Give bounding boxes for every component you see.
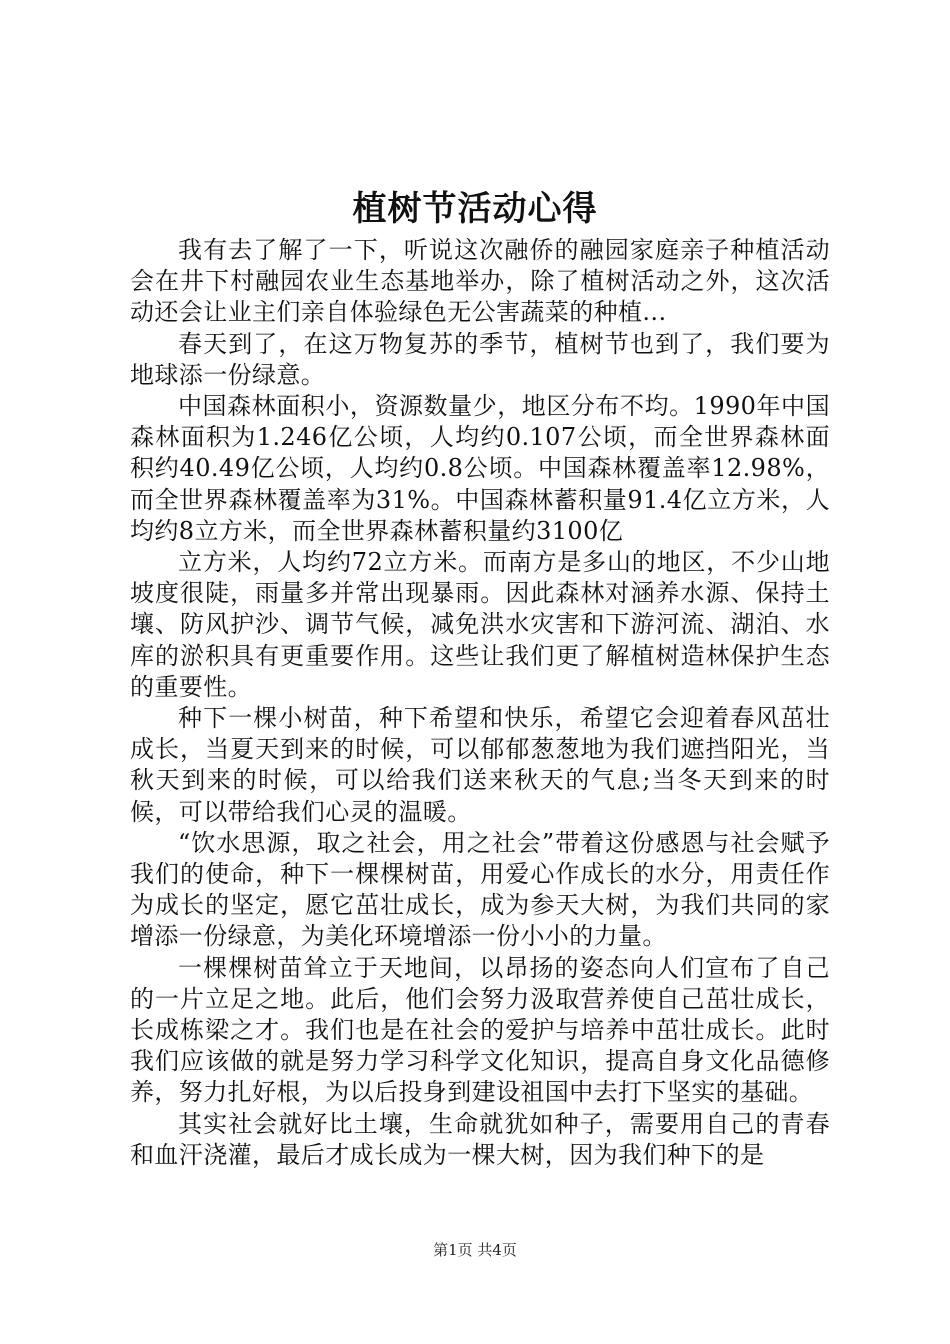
paragraph-8: 其实社会就好比土壤，生命就犹如种子，需要用自己的青春和血汗浇灌，最后才成长成为一棵大树，因为我们种下的是 [130, 1109, 830, 1169]
paragraph-7: 一棵棵树苗耸立于天地间，以昂扬的姿态向人们宣布了自己的一片立足之地。此后，他们会努力汲取营养使自己茁壮成长，长成栋梁之才。我们也是在社会的爱护与培养中茁壮成长。此时我们应该做的就是努力学习科学文化知识，提高自身文化品德修养，努力扎好根，为以后投身到建设祖国中去打下坚实的基础。 [130, 953, 830, 1107]
document-body [130, 235, 830, 1171]
paragraph-5: 种下一棵小树苗，种下希望和快乐，希望它会迎着春风茁壮成长，当夏天到来的时候，可以郁郁葱葱地为我们遮挡阳光，当秋天到来的时候，可以给我们送来秋天的气息;当冬天到来的时候，可以带给我们心灵的温暖。 [130, 704, 830, 826]
paragraph-1: 我有去了解了一下，听说这次融侨的融园家庭亲子种植活动会在井下村融园农业生态基地举办，除了植树活动之外，这次活动还会让业主们亲自体验绿色无公害蔬菜的种植... [130, 236, 830, 327]
paragraph-2: 春天到了，在这万物复苏的季节，植树节也到了，我们要为地球添一份绿意。 [130, 329, 830, 389]
document-title: 植树节活动心得 [352, 189, 598, 229]
paragraph-6: “饮水思源，取之社会，用之社会”带着这份感恩与社会赋予我们的使命，种下一棵棵树苗，用爱心作成长的水分，用责任作为成长的坚定，愿它茁壮成长，成为参天大树，为我们共同的家增添一份绿意，为美化环境增添一份小小的力量。 [130, 828, 830, 951]
page-number-footer: 第1页 共4页 [433, 1241, 517, 1259]
paragraph-3: 中国森林面积小，资源数量少，地区分布不均。1990年中国森林面积为1.246亿公顷，人均约0.107公顷，而全世界森林面积约40.49亿公顷，人均约0.8公顷。中国森林覆盖率12.98%，而全世界森林覆盖率为31%。中国森林蓄积量91.4亿立方米，人均约8立方米，而全世界森林蓄积量约3100亿 [130, 392, 830, 545]
paragraph-4: 立方米，人均约72立方米。而南方是多山的地区，不少山地坡度很陡，雨量多并常出现暴雨。因此森林对涵养水源、保持土壤、防风护沙、调节气候，减免洪水灾害和下游河流、湖泊、水库的淤积具有更重要作用。这些让我们更了解植树造林保护生态的重要性。 [130, 548, 830, 701]
